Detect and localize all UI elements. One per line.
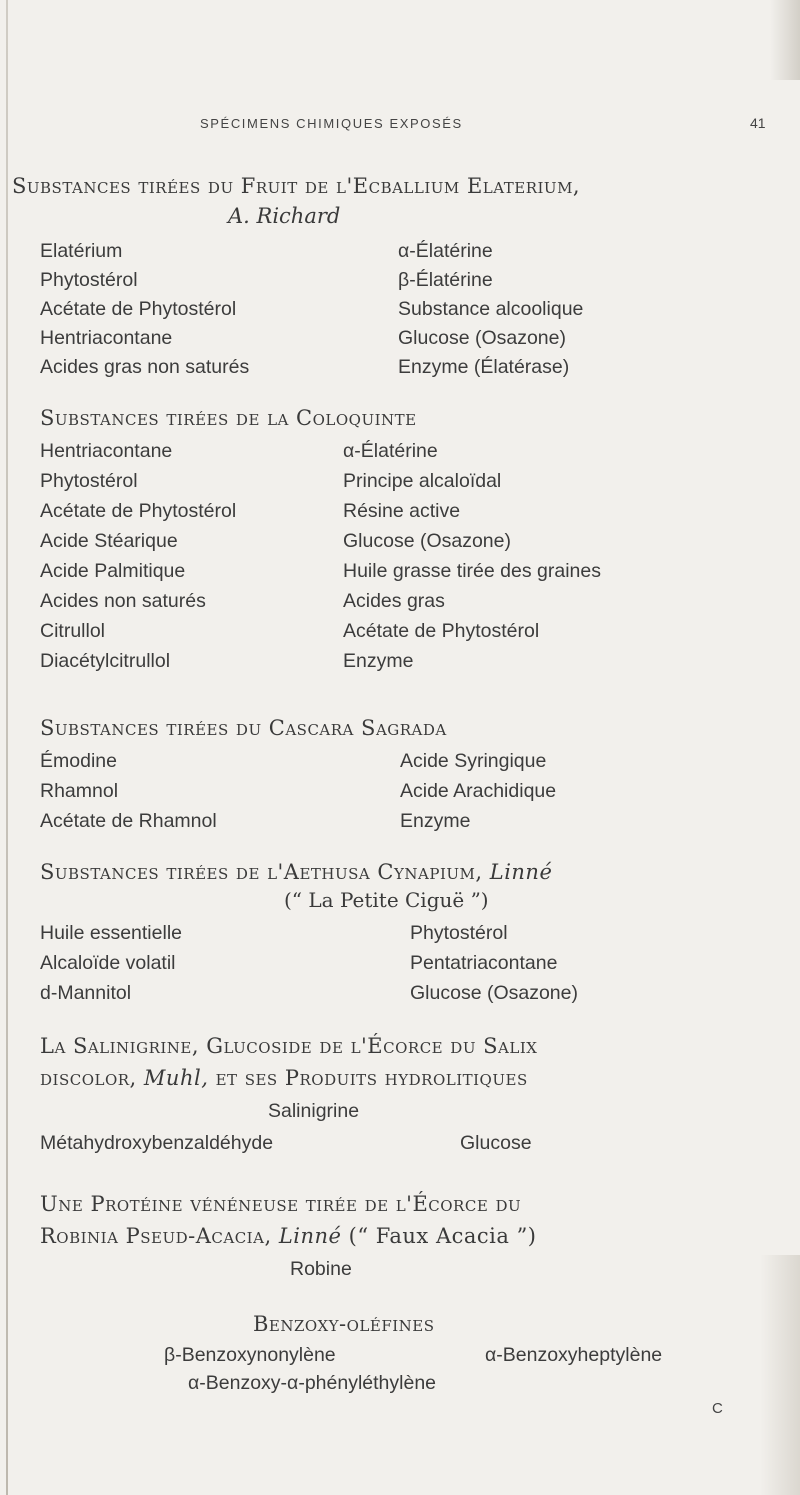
section-1-subtitle: A. Richard xyxy=(228,204,341,228)
list-item: Rhamnol xyxy=(40,780,119,802)
section-3-title: Substances tirées du Cascara Sagrada xyxy=(40,716,447,740)
list-item: Acide Stéarique xyxy=(40,530,178,552)
list-item: Phytostérol xyxy=(40,470,138,492)
list-item: Pentatriacontane xyxy=(410,952,558,974)
section-2-title: Substances tirées de la Coloquinte xyxy=(40,406,417,430)
list-item: Elatérium xyxy=(40,240,123,262)
list-item: α-Élatérine xyxy=(343,440,438,462)
running-head: SPÉCIMENS CHIMIQUES EXPOSÉS xyxy=(200,116,463,131)
list-item: Acides gras xyxy=(343,590,445,612)
list-item: α-Élatérine xyxy=(398,240,493,262)
page-number: 41 xyxy=(750,115,766,131)
list-item: Diacétylcitrullol xyxy=(40,650,171,672)
list-item: Phytostérol xyxy=(410,922,508,944)
section-1-title: Substances tirées du Fruit de l'Ecballium Elaterium, xyxy=(12,174,581,198)
page-edge xyxy=(6,0,8,1495)
list-item: d-Mannitol xyxy=(40,982,132,1004)
list-item: β-Benzoxynonylène xyxy=(164,1344,336,1366)
section-6-title-line2 xyxy=(40,1224,537,1248)
list-item: Émodine xyxy=(40,750,117,772)
list-item: Acide Arachidique xyxy=(400,780,557,802)
section-5-title-author: Muhl, xyxy=(143,1066,209,1090)
section-5-title-line2 xyxy=(40,1066,528,1090)
list-item: Alcaloïde volatil xyxy=(40,952,176,974)
list-item: Acétate de Rhamnol xyxy=(40,810,217,832)
section-5-center-item: Salinigrine xyxy=(268,1100,360,1122)
list-item: Acétate de Phytostérol xyxy=(40,500,237,522)
list-item: Glucose (Osazone) xyxy=(410,982,578,1004)
list-item: Phytostérol xyxy=(40,269,138,291)
section-5-title-line1: La Salinigrine, Glucoside de l'Écorce du Salix xyxy=(40,1034,538,1058)
list-item: Huile essentielle xyxy=(40,922,182,944)
section-6-title-line1: Une Protéine vénéneuse tirée de l'Écorce du xyxy=(40,1192,522,1216)
list-item: Hentriacontane xyxy=(40,440,173,462)
section-4-subtitle: (“ La Petite Ciguë ”) xyxy=(284,888,489,912)
list-item: Acétate de Phytostérol xyxy=(343,620,540,642)
section-4-title xyxy=(40,860,552,884)
section-7-title: Benzoxy-oléfines xyxy=(253,1312,435,1336)
list-item: Métahydroxybenzaldéhyde xyxy=(40,1132,274,1154)
list-item: Acide Palmitique xyxy=(40,560,186,582)
section-5-title-line2-b: et ses Produits hydrolitiques xyxy=(215,1066,528,1090)
list-item: Acide Syringique xyxy=(400,750,547,772)
signature-mark: C xyxy=(712,1400,723,1417)
list-item: Enzyme xyxy=(400,810,471,832)
list-item: Citrullol xyxy=(40,620,106,642)
list-item: Principe alcaloïdal xyxy=(343,470,502,492)
list-item: β-Élatérine xyxy=(398,269,493,291)
list-item: Enzyme xyxy=(343,650,414,672)
section-5-title-line2-a: discolor, xyxy=(40,1066,137,1090)
page-corner-shadow xyxy=(770,0,800,80)
list-item: α-Benzoxy-α-phényléthylène xyxy=(188,1372,437,1394)
section-4-title-text: Substances tirées de l'Aethusa Cynapium, xyxy=(40,860,483,884)
list-item: Enzyme (Élatérase) xyxy=(398,356,570,378)
list-item: Acides non saturés xyxy=(40,590,206,612)
section-6-title-author: Linné xyxy=(278,1224,342,1248)
section-6-center-item: Robine xyxy=(290,1258,352,1280)
list-item: Acides gras non saturés xyxy=(40,356,250,378)
page-corner-shadow-bottom xyxy=(760,1255,800,1495)
list-item: Hentriacontane xyxy=(40,327,173,349)
section-6-title-line2-a: Robinia Pseud-Acacia, xyxy=(40,1224,272,1248)
list-item: α-Benzoxyheptylène xyxy=(485,1344,663,1366)
section-4-title-author: Linné xyxy=(489,860,553,884)
list-item: Substance alcoolique xyxy=(398,298,584,320)
list-item: Acétate de Phytostérol xyxy=(40,298,237,320)
list-item: Glucose (Osazone) xyxy=(343,530,511,552)
list-item: Glucose xyxy=(460,1132,532,1154)
list-item: Glucose (Osazone) xyxy=(398,327,566,349)
section-6-title-line2-b: (“ Faux Acacia ”) xyxy=(348,1224,537,1248)
list-item: Huile grasse tirée des graines xyxy=(343,560,601,582)
list-item: Résine active xyxy=(343,500,461,522)
